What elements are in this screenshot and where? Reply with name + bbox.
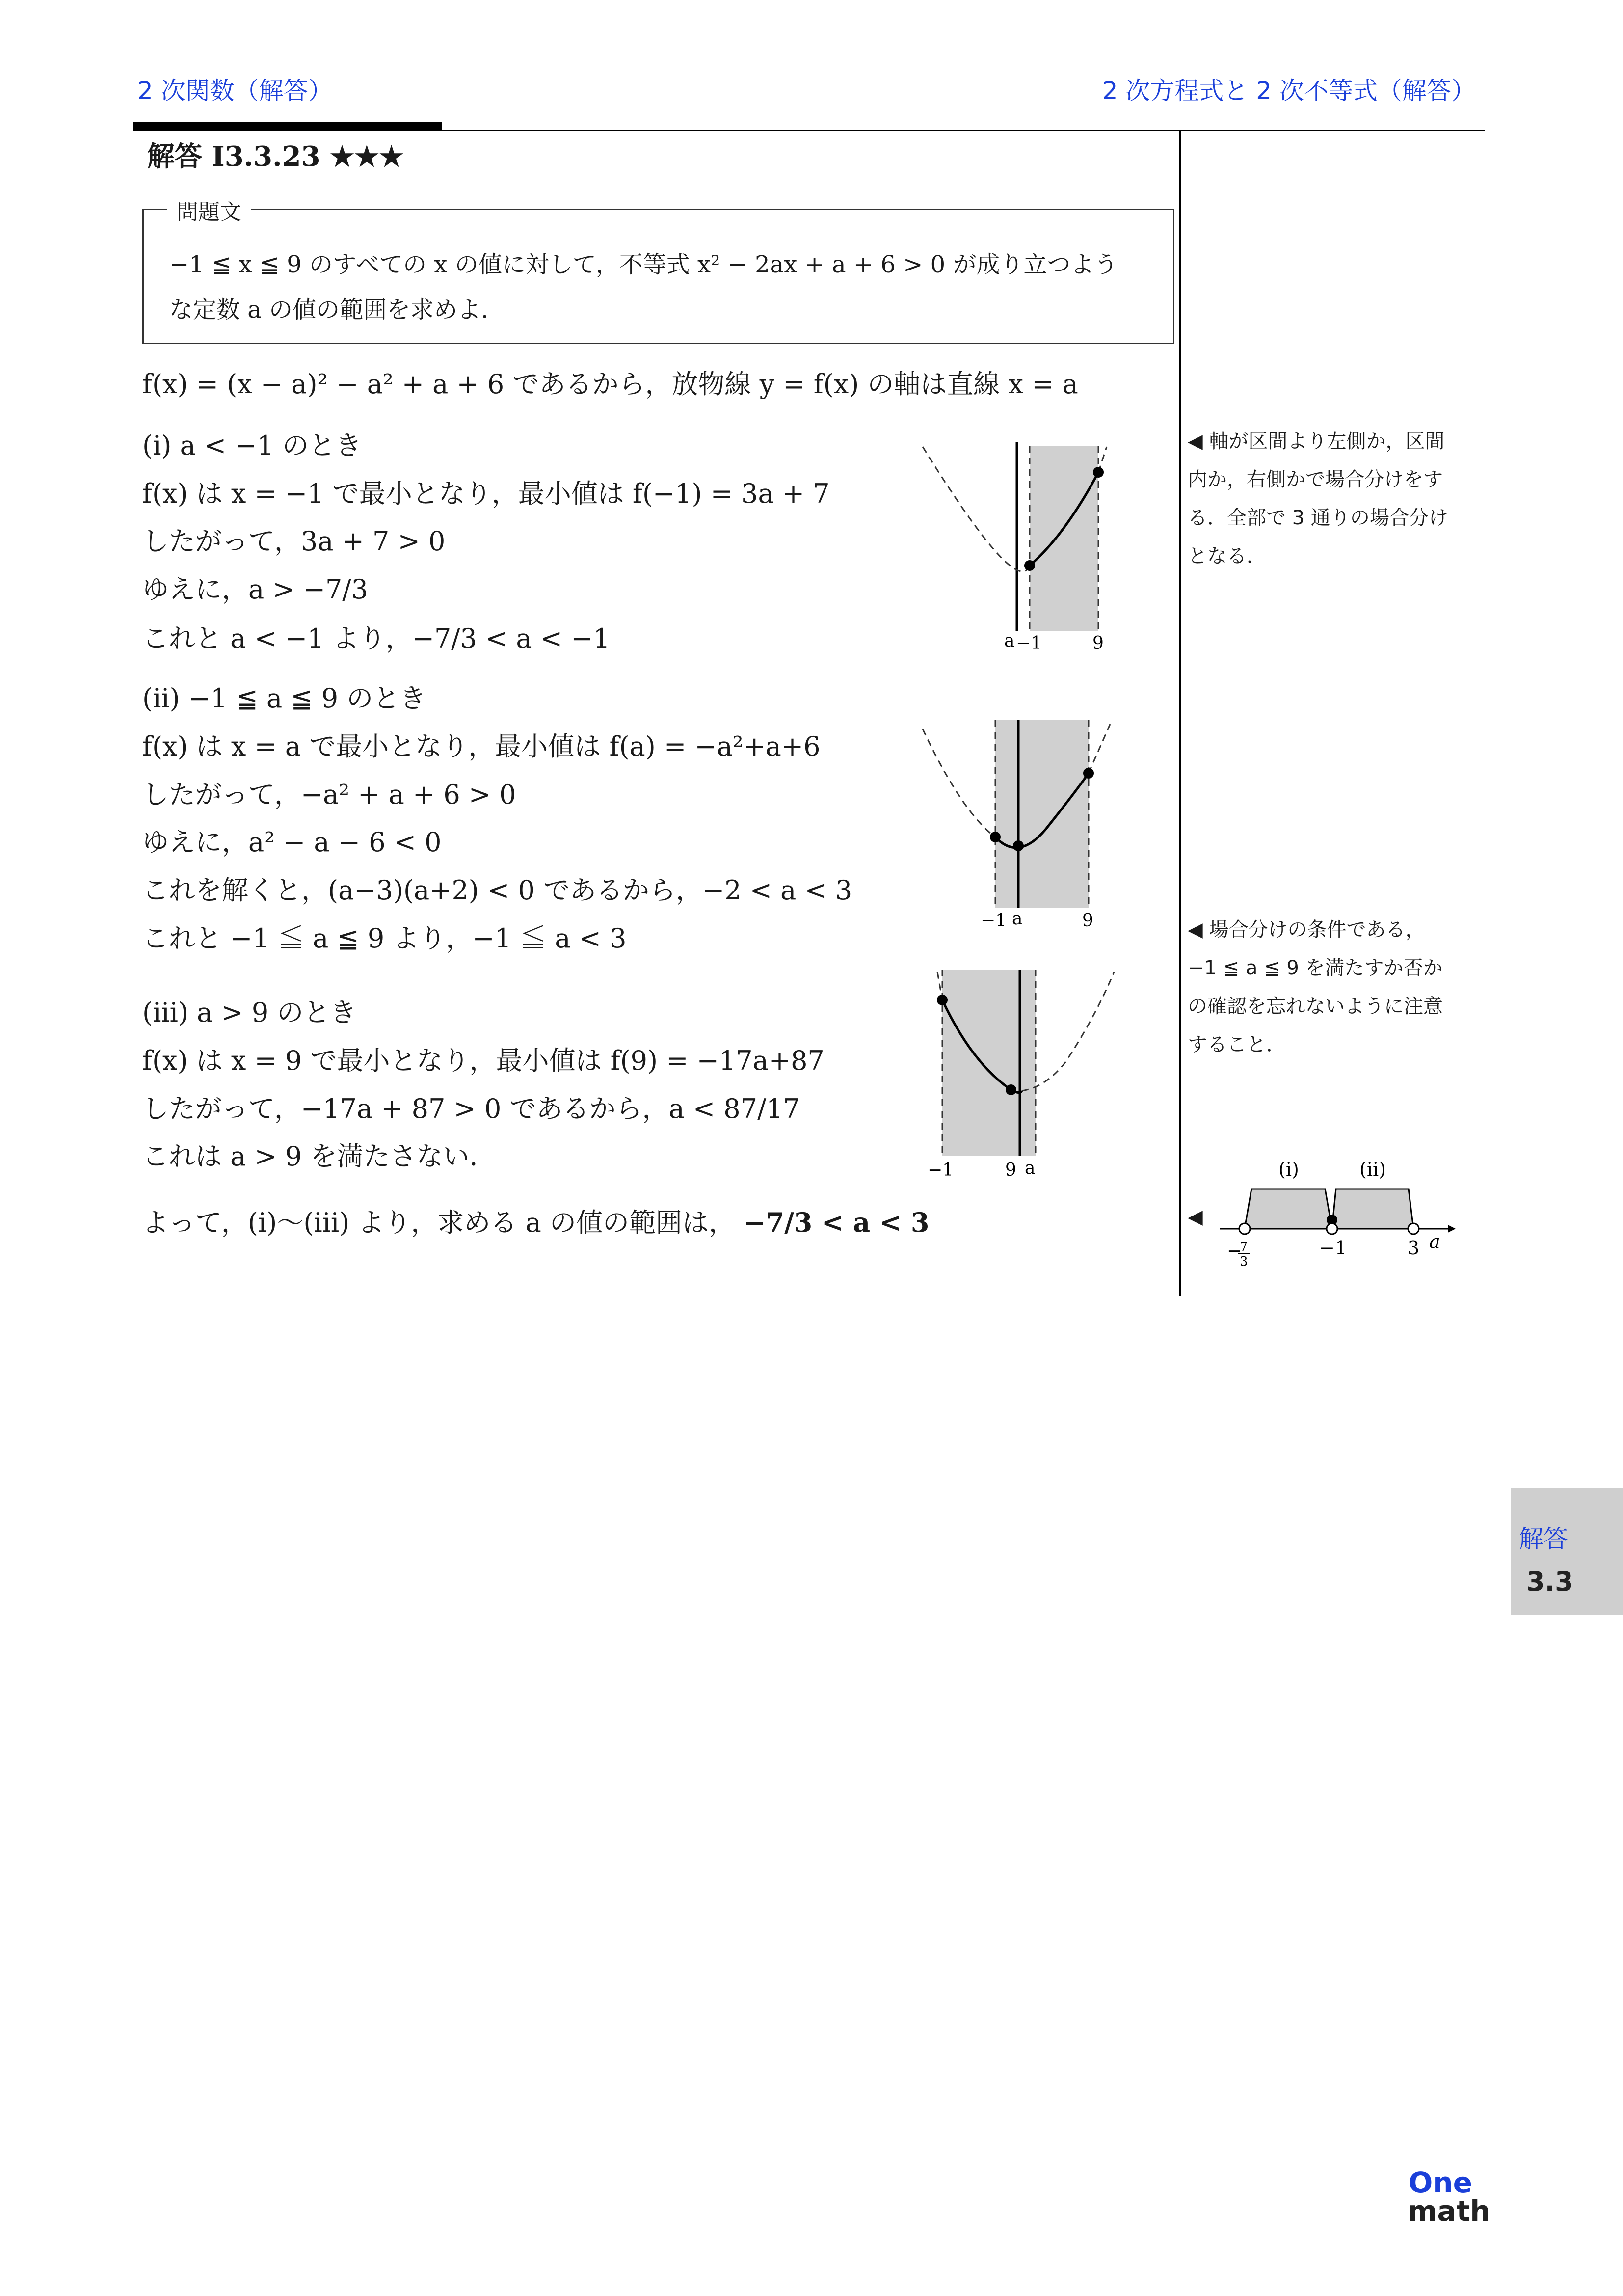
case1-line3: ゆえに，a > −7/3 <box>142 574 368 605</box>
logo-line2: math <box>1408 2194 1490 2228</box>
end-point <box>937 995 948 1005</box>
interval-shade <box>1030 446 1098 631</box>
case1-line4: これと a < −1 より，−7/3 < a < −1 <box>142 623 610 654</box>
section-tab-number: 3.3 <box>1526 1566 1573 1597</box>
margin-note-3: ◀ <box>1188 1206 1203 1228</box>
label-minus1: −1 <box>1319 1237 1347 1259</box>
problem-text-line1: −1 ≦ x ≦ 9 のすべての x の値に対して，不等式 x² − 2ax + a + 6 > 0 が成り立つよう <box>169 251 1118 278</box>
case3-line1: f(x) は x = 9 で最小となり，最小値は f(9) = −17a+87 <box>142 1045 825 1076</box>
label-9: 9 <box>1092 633 1104 653</box>
parabola-dashed-left <box>923 447 1030 571</box>
label-9: 9 <box>1082 911 1093 931</box>
margin-divider <box>1179 130 1181 1296</box>
min-point <box>1024 560 1035 571</box>
header-chapter: 2 次関数（解答） <box>137 77 333 105</box>
min-point <box>1006 1084 1016 1095</box>
case2-line2: したがって，−a² + a + 6 > 0 <box>142 779 516 810</box>
case3-heading: (iii) a > 9 のとき <box>142 997 357 1028</box>
label-a: a <box>1025 1158 1036 1178</box>
header-section: 2 次方程式と 2 次不等式（解答） <box>1102 77 1476 105</box>
conclusion-line <box>142 1202 930 1240</box>
label-a: a <box>1012 909 1023 929</box>
label-minus1: −1 <box>981 911 1007 931</box>
label-minus-sign: − <box>1227 1241 1242 1261</box>
graph-case3 <box>918 965 1124 1190</box>
label-minus1: −1 <box>1016 633 1042 653</box>
vertex-point <box>1013 840 1024 851</box>
case2-line5: これと −1 ≦ a ≦ 9 より，−1 ≦ a < 3 <box>142 923 627 954</box>
arrow-head <box>1448 1225 1456 1233</box>
region-case2 <box>1332 1189 1413 1229</box>
interval-shade <box>942 970 1036 1156</box>
open-point-left <box>1239 1223 1250 1234</box>
margin-note-2: ◀ 場合分けの条件である， −1 ≦ a ≦ 9 を満たすか否か の確認を忘れないように注意 すること． <box>1188 918 1443 1056</box>
label-a: a <box>1004 631 1015 651</box>
parabola-dashed-left <box>923 729 995 837</box>
problem-text-line2: な定数 a の値の範囲を求めよ． <box>169 296 505 324</box>
problem-label: 問題文 <box>167 194 251 226</box>
open-point-minus1 <box>1327 1223 1337 1234</box>
case2-line3: ゆえに，a² − a − 6 < 0 <box>142 827 442 858</box>
label-9: 9 <box>1005 1160 1016 1180</box>
case1-line2: したがって，3a + 7 > 0 <box>142 526 446 557</box>
case2-line4: これを解くと，(a−3)(a+2) < 0 であるから，−2 < a < 3 <box>142 875 852 906</box>
label-3: 3 <box>1408 1237 1420 1259</box>
case2-heading: (ii) −1 ≦ a ≦ 9 のとき <box>142 683 426 714</box>
region-case1 <box>1245 1189 1332 1229</box>
intro-line: f(x) = (x − a)² − a² + a + 6 であるから，放物線 y = f(x) の軸は直線 x = a <box>142 369 1078 400</box>
label-frac-num: 7 <box>1240 1240 1248 1254</box>
label-case-ii: (ii) <box>1359 1159 1386 1180</box>
header-rule <box>133 130 1485 131</box>
open-point-3 <box>1408 1223 1419 1234</box>
label-a: a <box>1429 1231 1440 1252</box>
header-bar <box>133 122 442 130</box>
interval-shade <box>995 720 1089 908</box>
label-frac-den: 3 <box>1240 1254 1248 1269</box>
number-line-diagram <box>1212 1154 1477 1281</box>
end-point <box>1093 467 1104 478</box>
case2-line1: f(x) は x = a で最小となり，最小値は f(a) = −a²+a+6 <box>142 731 821 762</box>
case3-line3: これは a > 9 を満たさない． <box>142 1141 496 1172</box>
case3-line2: したがって，−17a + 87 > 0 であるから，a < 87/17 <box>142 1093 800 1124</box>
graph-case1 <box>918 437 1114 663</box>
conclusion-text: よって，(i)〜(iii) より，求める a の値の範囲は， <box>142 1207 735 1238</box>
final-answer: −7/3 < a < 3 <box>744 1207 930 1238</box>
logo-line1: One <box>1409 2166 1472 2199</box>
graph-case2 <box>918 714 1124 940</box>
left-end-point <box>990 832 1001 842</box>
right-end-point <box>1083 768 1094 779</box>
case1-heading: (i) a < −1 のとき <box>142 430 362 461</box>
solution-title: 解答 I3.3.23 ★★★ <box>147 140 404 173</box>
case1-line1: f(x) は x = −1 で最小となり，最小値は f(−1) = 3a + 7 <box>142 478 830 509</box>
label-case-i: (i) <box>1278 1159 1299 1180</box>
margin-note-1: ◀ 軸が区間より左側か，区間 内か，右側かで場合分けをす る．全部で 3 通りの場合分け となる． <box>1188 430 1448 567</box>
parabola-dashed-right <box>1089 724 1110 773</box>
label-minus1: −1 <box>928 1160 954 1180</box>
section-tab-label: 解答 <box>1519 1525 1568 1553</box>
